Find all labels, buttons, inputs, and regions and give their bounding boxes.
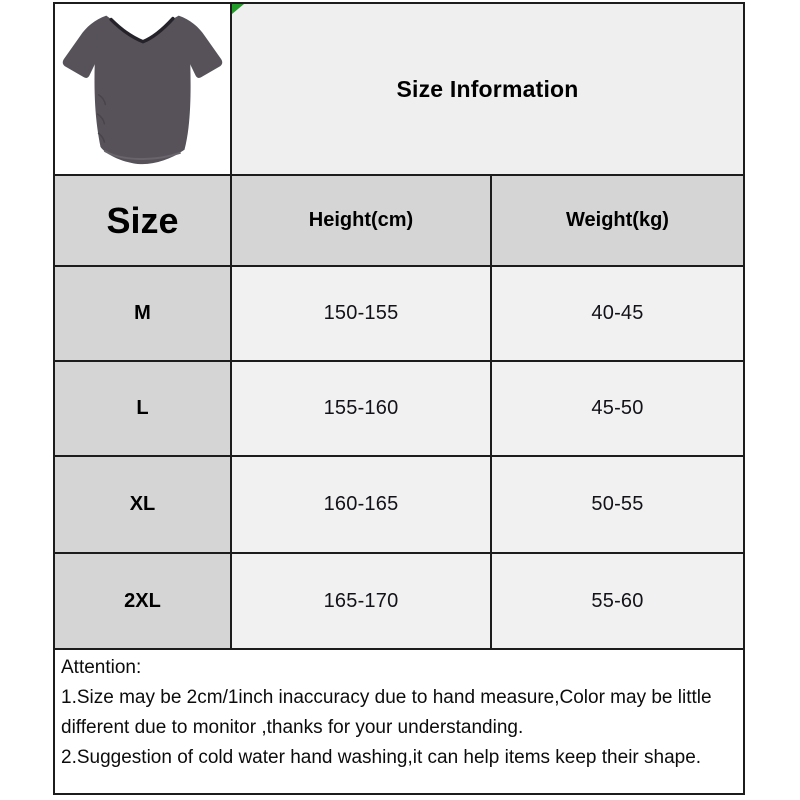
column-header-height: Height(cm) — [232, 176, 490, 265]
table-row-xl-size: XL — [55, 457, 230, 552]
table-row-l-size: L — [55, 362, 230, 455]
table-row-l-weight: 45-50 — [492, 362, 743, 455]
column-header-size: Size — [55, 176, 230, 265]
attention-note — [55, 650, 743, 793]
table-row-xl-height: 160-165 — [232, 457, 490, 552]
attention-heading: Attention: — [61, 657, 142, 678]
page-title: Size Information — [396, 75, 579, 102]
attention-line-1: 1.Size may be 2cm/1inch inaccuracy due to hand measure,Color may be little — [61, 687, 712, 708]
attention-line-3: 2.Suggestion of cold water hand washing,it can help items keep their shape. — [61, 747, 702, 768]
table-row-l-height: 155-160 — [232, 362, 490, 455]
attention-line-2: different due to monitor ,thanks for your understanding. — [61, 717, 524, 738]
green-corner-marker-icon — [232, 4, 244, 14]
tshirt-graphic — [57, 6, 228, 172]
title-cell — [232, 4, 743, 174]
table-row-2xl-size: 2XL — [55, 554, 230, 648]
table-row-2xl-height: 165-170 — [232, 554, 490, 648]
table-row-xl-weight: 50-55 — [492, 457, 743, 552]
size-chart-table — [53, 2, 745, 795]
table-row-2xl-weight: 55-60 — [492, 554, 743, 648]
table-row-m-height: 150-155 — [232, 267, 490, 360]
table-row-m-size: M — [55, 267, 230, 360]
product-image — [55, 4, 230, 174]
column-header-weight: Weight(kg) — [492, 176, 743, 265]
table-row-m-weight: 40-45 — [492, 267, 743, 360]
